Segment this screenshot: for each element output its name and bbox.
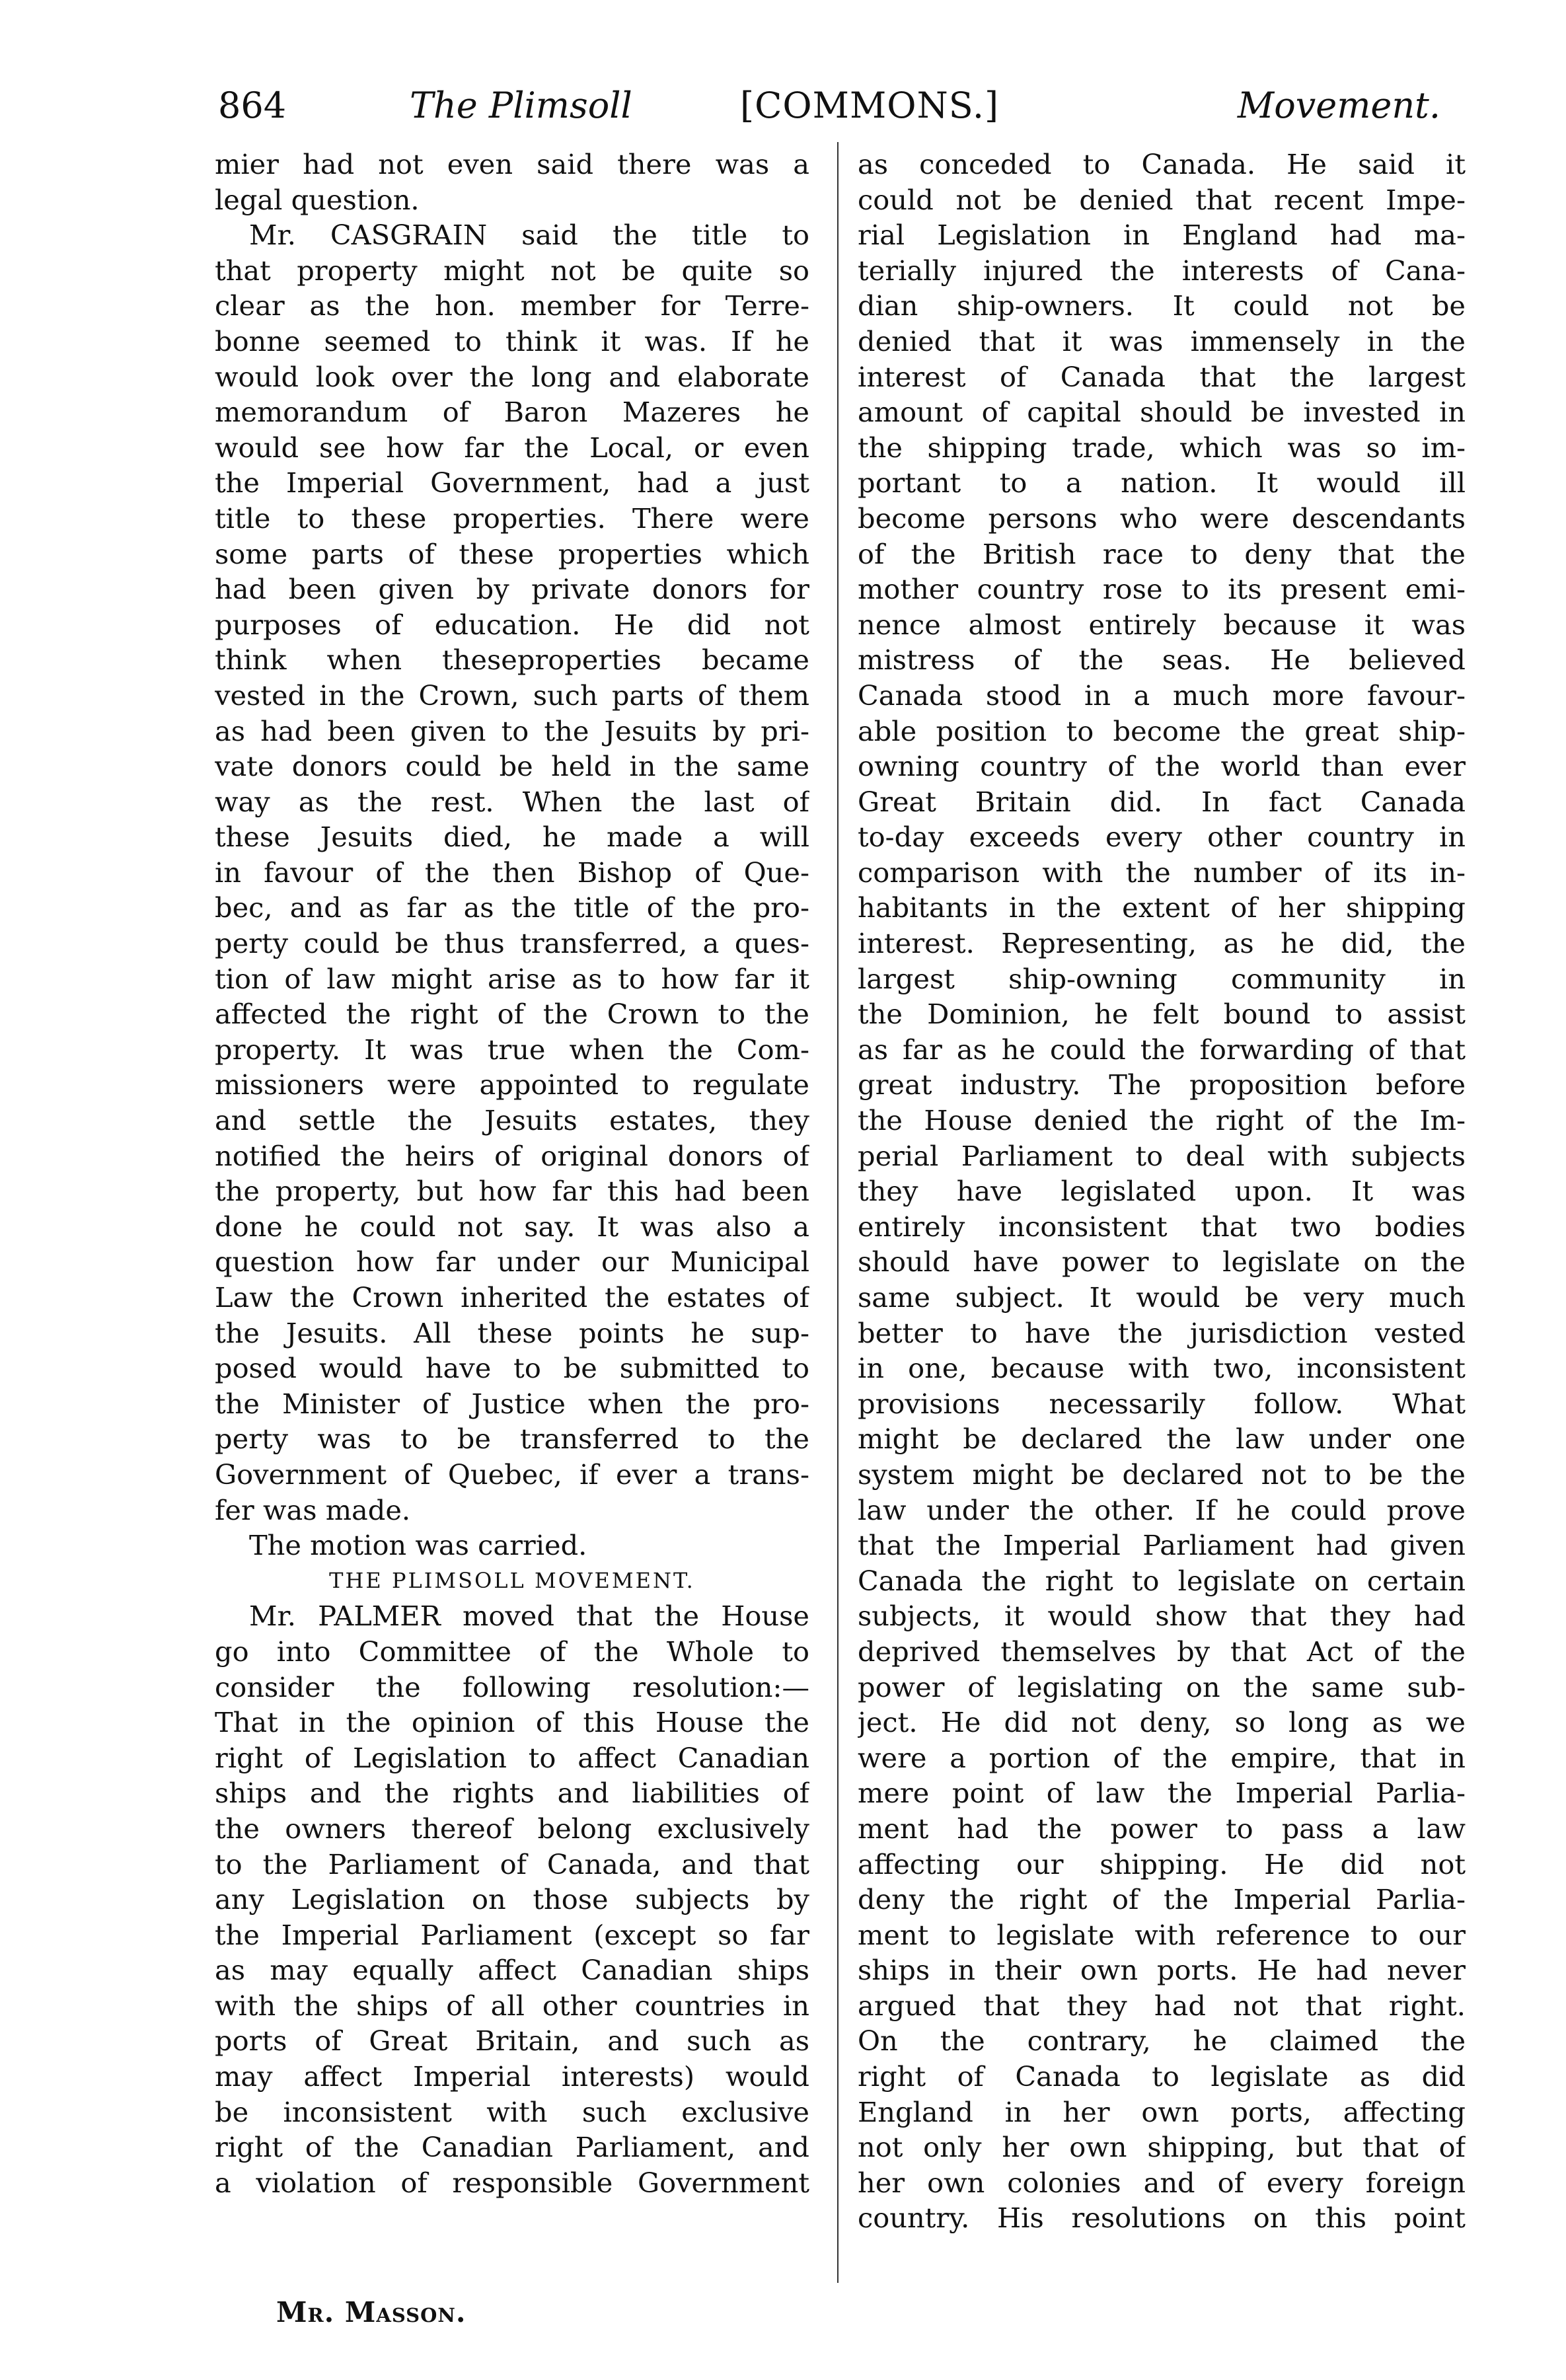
text-line: in one, because with two, inconsistent <box>858 1352 1466 1385</box>
section-heading: THE PLIMSOLL MOVEMENT. <box>329 1567 695 1593</box>
text-line: great industry. The proposition before <box>858 1068 1466 1101</box>
text-line: the Imperial Government, had a just <box>215 466 809 500</box>
text-line: as far as he could the forwarding of that <box>858 1033 1466 1066</box>
text-line: On the contrary, he claimed the <box>858 2025 1466 2058</box>
text-line: portant to a nation. It would ill <box>858 466 1466 500</box>
text-line: to-day exceeds every other country in <box>858 821 1466 854</box>
text-line: entirely inconsistent that two bodies <box>858 1210 1466 1243</box>
text-line: Canada the right to legislate on certain <box>858 1564 1466 1597</box>
text-line: the Dominion, he felt bound to assist <box>858 998 1466 1031</box>
text-line: Mr. PALMER moved that the House <box>249 1600 809 1633</box>
text-line: not only her own shipping, but that of <box>858 2131 1466 2164</box>
text-line: bec, and as far as the title of the pro- <box>215 891 809 924</box>
text-line: Canada stood in a much more favour- <box>858 679 1466 712</box>
text-line: nence almost entirely because it was <box>858 608 1466 641</box>
text-line: notified the heirs of original donors of <box>215 1139 809 1172</box>
text-line: be inconsistent with such exclusive <box>215 2095 809 2128</box>
running-title-right: Movement. <box>1237 85 1440 126</box>
text-line: that the Imperial Parliament had given <box>858 1529 1466 1562</box>
text-line: comparison with the number of its in- <box>858 856 1466 889</box>
text-line: interest of Canada that the largest <box>858 360 1466 393</box>
text-line: habitants in the extent of her shipping <box>858 891 1466 924</box>
left-column-text-before-heading <box>215 147 809 1563</box>
text-line: would see how far the Local, or even <box>215 431 809 464</box>
text-line: could not be denied that recent Impe- <box>858 183 1466 216</box>
text-line: the shipping trade, which was so im- <box>858 431 1466 464</box>
text-line: had been given by private donors for <box>215 573 809 606</box>
text-line: system might be declared not to be the <box>858 1458 1466 1491</box>
text-line: fer was made. <box>215 1493 411 1526</box>
text-line: vate donors could be held in the same <box>215 750 809 783</box>
text-line: ment had the power to pass a law <box>858 1812 1466 1845</box>
text-line: owning country of the world than ever <box>858 750 1466 783</box>
text-line: bonne seemed to think it was. If he <box>215 324 809 357</box>
text-line: ships in their own ports. He had never <box>858 1954 1466 1987</box>
column-divider <box>837 142 839 2283</box>
text-line: ject. He did not deny, so long as we <box>858 1706 1466 1739</box>
text-line: think when theseproperties became <box>215 644 809 677</box>
right-column <box>858 147 1466 2236</box>
text-line: better to have the jurisdiction vested <box>858 1316 1466 1349</box>
right-column-text <box>858 147 1466 2236</box>
text-line: ports of Great Britain, and such as <box>215 2025 809 2058</box>
text-line: dian ship-owners. It could not be <box>858 289 1466 322</box>
next-speaker-catchword: Mr. Masson. <box>276 2296 466 2328</box>
text-line: power of legislating on the same sub- <box>858 1670 1466 1703</box>
text-line: mere point of law the Imperial Parlia- <box>858 1777 1466 1810</box>
text-line: to the Parliament of Canada, and that <box>215 1847 809 1880</box>
running-title-left: The Plimsoll <box>410 85 632 126</box>
text-line: missioners were appointed to regulate <box>215 1068 809 1101</box>
text-line: the Jesuits. All these points he sup- <box>215 1316 809 1349</box>
text-line: mistress of the seas. He believed <box>858 644 1466 677</box>
text-line: purposes of education. He did not <box>215 608 809 641</box>
text-line: that property might not be quite so <box>215 254 809 287</box>
text-line: country. His resolutions on this point <box>858 2202 1466 2235</box>
text-line: posed would have to be submitted to <box>215 1352 809 1385</box>
text-line: a violation of responsible Government <box>215 2166 809 2199</box>
text-line: denied that it was immensely in the <box>858 324 1466 357</box>
text-line: vested in the Crown, such parts of them <box>215 679 809 712</box>
text-line: affecting our shipping. He did not <box>858 1847 1466 1880</box>
text-line: as had been given to the Jesuits by pri- <box>215 714 809 747</box>
text-line: as may equally affect Canadian ships <box>215 1954 809 1987</box>
text-line: mier had not even said there was a <box>215 148 809 180</box>
text-line: question how far under our Municipal <box>215 1246 809 1279</box>
text-line: deprived themselves by that Act of the <box>858 1635 1466 1668</box>
text-line: consider the following resolution:— <box>215 1670 809 1703</box>
text-line: should have power to legislate on the <box>858 1246 1466 1279</box>
text-line: Mr. CASGRAIN said the title to <box>249 219 809 252</box>
text-line: and settle the Jesuits estates, they <box>215 1104 809 1137</box>
text-line: the Imperial Parliament (except so far <box>215 1918 809 1951</box>
text-line: rial Legislation in England had ma- <box>858 219 1466 252</box>
text-line: done he could not say. It was also a <box>215 1210 809 1243</box>
text-line: affected the right of the Crown to the <box>215 998 809 1031</box>
running-title-center: [COMMONS.] <box>740 85 1000 126</box>
text-line: as conceded to Canada. He said it <box>858 148 1466 180</box>
text-line: the Minister of Justice when the pro- <box>215 1387 809 1420</box>
text-line: perty could be thus transferred, a ques- <box>215 927 809 960</box>
text-line: terially injured the interests of Cana- <box>858 254 1466 287</box>
text-line: some parts of these properties which <box>215 537 809 570</box>
page-header <box>198 78 1440 131</box>
text-line: right of Canada to legislate as did <box>858 2060 1466 2093</box>
left-column-text-after-heading <box>215 1598 809 2200</box>
text-line: right of the Canadian Parliament, and <box>215 2131 809 2164</box>
text-line: go into Committee of the Whole to <box>215 1635 809 1668</box>
text-line: same subject. It would be very much <box>858 1281 1466 1314</box>
text-line: interest. Representing, as he did, the <box>858 927 1466 960</box>
text-line: any Legislation on those subjects by <box>215 1883 809 1916</box>
text-line: That in the opinion of this House the <box>215 1706 809 1739</box>
text-line: way as the rest. When the last of <box>215 785 809 818</box>
text-line: the owners thereof belong exclusively <box>215 1812 809 1845</box>
text-line: clear as the hon. member for Terre- <box>215 289 809 322</box>
text-line: were a portion of the empire, that in <box>858 1741 1466 1774</box>
text-line: subjects, it would show that they had <box>858 1600 1466 1633</box>
text-line: legal question. <box>215 183 420 216</box>
text-line: ships and the rights and liabilities of <box>215 1777 809 1810</box>
text-line: her own colonies and of every foreign <box>858 2166 1466 2199</box>
text-line: become persons who were descendants <box>858 502 1466 535</box>
text-line: title to these properties. There were <box>215 502 809 535</box>
text-line: would look over the long and elaborate <box>215 360 809 393</box>
text-line: these Jesuits died, he made a will <box>215 821 809 854</box>
text-line: the House denied the right of the Im- <box>858 1104 1466 1137</box>
text-line: memorandum of Baron Mazeres he <box>215 396 809 429</box>
text-line: ment to legislate with reference to our <box>858 1918 1466 1951</box>
page-number: 864 <box>218 85 287 126</box>
text-line: England in her own ports, affecting <box>858 2095 1466 2128</box>
text-line: may affect Imperial interests) would <box>215 2060 809 2093</box>
text-line: largest ship-owning community in <box>858 962 1466 995</box>
text-line: amount of capital should be invested in <box>858 396 1466 429</box>
text-line: perial Parliament to deal with subjects <box>858 1139 1466 1172</box>
text-line: in favour of the then Bishop of Que- <box>215 856 809 889</box>
text-line: provisions necessarily follow. What <box>858 1387 1466 1420</box>
text-line: right of Legislation to affect Canadian <box>215 1741 809 1774</box>
text-line: Law the Crown inherited the estates of <box>215 1281 809 1314</box>
text-line: able position to become the great ship- <box>858 714 1466 747</box>
text-line: perty was to be transferred to the <box>215 1423 809 1456</box>
left-column <box>215 147 809 2200</box>
text-line: Government of Quebec, if ever a trans- <box>215 1458 809 1491</box>
text-line: with the ships of all other countries in <box>215 1989 809 2022</box>
text-line: mother country rose to its present emi- <box>858 573 1466 606</box>
text-line: law under the other. If he could prove <box>858 1493 1466 1526</box>
text-line: deny the right of the Imperial Parlia- <box>858 1883 1466 1916</box>
text-line: the property, but how far this had been <box>215 1175 809 1208</box>
text-line: tion of law might arise as to how far it <box>215 962 809 995</box>
text-line: might be declared the law under one <box>858 1423 1466 1456</box>
text-line: they have legislated upon. It was <box>858 1175 1466 1208</box>
text-line: property. It was true when the Com- <box>215 1033 809 1066</box>
text-line: argued that they had not that right. <box>858 1989 1466 2022</box>
text-line: of the British race to deny that the <box>858 537 1466 570</box>
text-line: The motion was carried. <box>249 1529 587 1562</box>
text-line: Great Britain did. In fact Canada <box>858 785 1466 818</box>
